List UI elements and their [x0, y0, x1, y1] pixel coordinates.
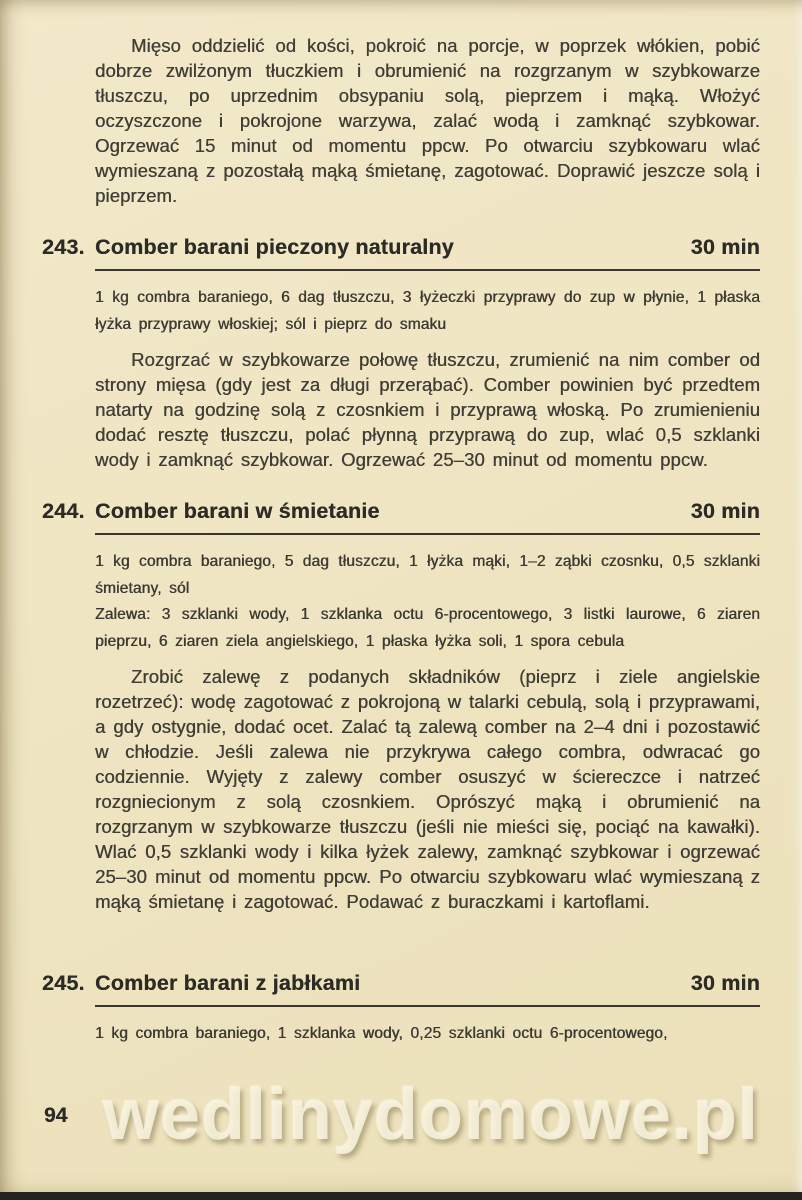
recipe-header [42, 235, 760, 271]
recipe-number: 243. [42, 235, 85, 259]
recipe-time: 30 min [690, 235, 760, 259]
recipe-time: 30 min [690, 499, 760, 523]
recipe-ingredients: 1 kg combra baraniego, 5 dag tłuszczu, 1 łyżka mąki, 1–2 ząbki czosnku, 0,5 szklanki śmietany, sól [95, 553, 760, 597]
scan-bottom-edge [0, 1192, 802, 1200]
recipe-header [42, 499, 760, 535]
intro-paragraph: Mięso oddzielić od kości, pokroić na porcje, w poprzek włókien, pobić dobrze zwilżonym tłuczkiem i obrumienić na rozgrzanym w szybkowarze tłuszczu, po uprzednim obsypaniu solą, pieprzem i mąką. Włożyć oczyszczone i pokrojone warzywa, zalać wodą i zamknąć szybkowar. Ogrzewać 15 minut od momentu ppcw. Po otwarciu szybkowaru wlać wymieszaną z pozostałą mąką śmietanę, zagotować. Doprawić jeszcze solą i pieprzem. [95, 35, 760, 206]
recipe-ingredients: 1 kg combra baraniego, 1 szklanka wody, 0,25 szklanki octu 6-procentowego, [95, 1025, 668, 1042]
recipe-ingredients: 1 kg combra baraniego, 6 dag tłuszczu, 3 łyżeczki przyprawy do zup w płynie, 1 płaska łyżka przyprawy włoskiej; sól i pieprz do smaku [95, 289, 760, 333]
page-content [42, 33, 760, 1048]
recipe-ingredients-zalewa: Zalewa: 3 szklanki wody, 1 szklanka octu 6-procentowego, 3 listki laurowe, 6 ziaren pieprzu, 6 ziaren ziela angielskiego, 1 płaska łyżka soli, 1 spora cebula [95, 606, 760, 650]
watermark-text: wedlinydomowe.pl [102, 1075, 760, 1155]
recipe-time: 30 min [690, 971, 760, 995]
recipe-instructions: Zrobić zalewę z podanych składników (pieprz i ziele angielskie rozetrzeć): wodę zagotować z pokrojoną w talarki cebulą, solą i przyprawami, a gdy ostygnie, dodać ocet. Zalać tą zalewą comber na 2–4 dni i pozostawić w chłodzie. Jeśli zalewa nie przykrywa całego combra, odwracać go codziennie. Wyjęty z zalewy comber osuszyć w ściereczce i natrzeć rozgniecionym z solą czosnkiem. Oprószyć mąką i obrumienić na rozgrzanym w szybkowarze tłuszczu (jeśli nie mieści się, pociąć na kawałki). Wlać 0,5 szklanki wody i kilka łyżek zalewy, zamknąć szybkowar i ogrzewać 25–30 minut od momentu ppcw. Po otwarciu szybkowaru wlać wymieszaną z mąką śmietanę i zagotować. Podawać z buraczkami i kartoflami. [95, 666, 760, 912]
recipe-section-243 [42, 235, 760, 472]
recipe-number: 244. [42, 499, 85, 523]
recipe-section-244 [42, 499, 760, 914]
recipe-title-row [95, 971, 760, 1007]
recipe-title: Comber barani w śmietanie [95, 499, 380, 523]
section-spacer [42, 914, 760, 944]
page-number: 94 [44, 1104, 68, 1127]
recipe-instructions: Rozgrzać w szybkowarze połowę tłuszczu, zrumienić na nim comber od strony mięsa (gdy jest za długi przerąbać). Comber powinien być przedtem natarty na godzinę solą z czosnkiem i przyprawą włoską. Po zrumienieniu dodać resztę tłuszczu, polać płynną przyprawą do zup, wlać 0,5 szklanki wody i zamknąć szybkowar. Ogrzewać 25–30 minut od momentu ppcw. [95, 349, 760, 470]
recipe-title: Comber barani pieczony naturalny [95, 235, 454, 259]
recipe-title: Comber barani z jabłkami [95, 971, 361, 995]
recipe-title-row [95, 499, 760, 535]
recipe-section-245 [42, 971, 760, 1048]
recipe-title-row [95, 235, 760, 271]
recipe-number: 245. [42, 971, 85, 995]
recipe-header [42, 971, 760, 1007]
